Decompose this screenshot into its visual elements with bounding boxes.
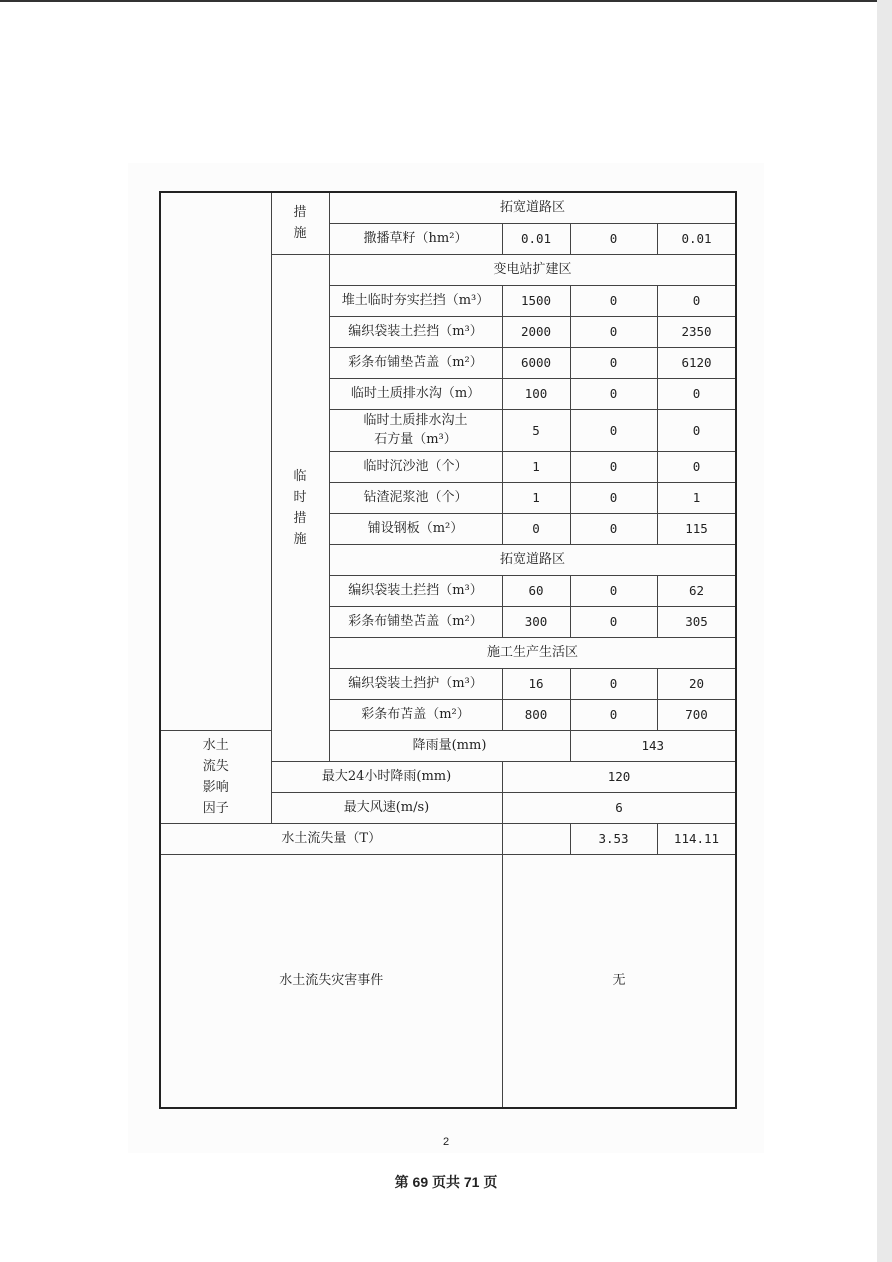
measure-value-1: 5 (502, 409, 570, 451)
measure-name: 彩条布苫盖（m²） (329, 699, 502, 730)
page-edge-shade (877, 0, 892, 1262)
measure-value-3: 6120 (657, 347, 736, 378)
measure-name: 彩条布铺垫苫盖（m²） (329, 606, 502, 637)
section-label-temporary-measures: 临时措施 (271, 254, 329, 761)
measure-value-1: 0 (502, 513, 570, 544)
measure-value-2: 0 (570, 378, 657, 409)
measure-name: 临时土质排水沟（m） (329, 378, 502, 409)
measure-value-2: 0 (570, 316, 657, 347)
factor-value: 6 (502, 792, 736, 823)
factor-name: 最大24小时降雨(mm) (271, 761, 502, 792)
measure-value-2: 0 (570, 699, 657, 730)
scan-page-number: 2 (442, 1136, 450, 1148)
measure-value-1: 60 (502, 575, 570, 606)
measure-value-1: 0.01 (502, 223, 570, 254)
measure-value-1: 100 (502, 378, 570, 409)
table-row (160, 854, 736, 1108)
table-row (160, 192, 736, 223)
measure-name: 撒播草籽（hm²） (329, 223, 502, 254)
disaster-event-label: 水土流失灾害事件 (160, 854, 502, 1108)
zone-header: 变电站扩建区 (329, 254, 736, 285)
measure-value-2: 0 (570, 668, 657, 699)
measure-value-1: 1 (502, 482, 570, 513)
measure-value-3: 0 (657, 409, 736, 451)
measure-value-3: 0 (657, 451, 736, 482)
section-label-measures: 措施 (271, 192, 329, 254)
measure-value-1: 2000 (502, 316, 570, 347)
measure-value-3: 20 (657, 668, 736, 699)
top-border-line (0, 0, 892, 2)
measure-value-3: 0 (657, 378, 736, 409)
measure-name: 堆土临时夯实拦挡（m³） (329, 285, 502, 316)
measure-value-3: 2350 (657, 316, 736, 347)
measure-name: 铺设钢板（m²） (329, 513, 502, 544)
factor-value: 120 (502, 761, 736, 792)
measure-value-2: 0 (570, 409, 657, 451)
table-row (160, 823, 736, 854)
measure-value-2: 0 (570, 513, 657, 544)
measure-value-1: 1500 (502, 285, 570, 316)
measure-name: 编织袋装土拦挡（m³） (329, 575, 502, 606)
measure-name: 临时沉沙池（个） (329, 451, 502, 482)
measure-value-2: 0 (570, 575, 657, 606)
zone-header: 拓宽道路区 (329, 544, 736, 575)
measure-value-3: 0 (657, 285, 736, 316)
measure-value-1: 1 (502, 451, 570, 482)
measure-value-2: 0 (570, 285, 657, 316)
measure-name: 编织袋装土挡护（m³） (329, 668, 502, 699)
disaster-event-value: 无 (502, 854, 736, 1108)
measure-value-2: 0 (570, 451, 657, 482)
soil-conservation-measures-table (159, 191, 737, 1109)
measure-value-2: 0 (570, 223, 657, 254)
factor-name: 最大风速(m/s) (271, 792, 502, 823)
measure-name: 彩条布铺垫苫盖（m²） (329, 347, 502, 378)
measure-value-3: 115 (657, 513, 736, 544)
factor-value: 143 (570, 730, 736, 761)
blank-category-cell (160, 192, 271, 730)
zone-header: 施工生产生活区 (329, 637, 736, 668)
measure-value-3: 62 (657, 575, 736, 606)
soil-loss-value-2: 3.53 (570, 823, 657, 854)
measure-value-2: 0 (570, 482, 657, 513)
soil-loss-value-1 (502, 823, 570, 854)
table-row (160, 730, 736, 761)
measure-value-3: 305 (657, 606, 736, 637)
zone-header: 拓宽道路区 (329, 192, 736, 223)
factor-name: 降雨量(mm) (329, 730, 570, 761)
measure-value-1: 800 (502, 699, 570, 730)
page-counter: 第 69 页共 71 页 (394, 1174, 498, 1190)
measure-value-3: 0.01 (657, 223, 736, 254)
measure-value-2: 0 (570, 347, 657, 378)
soil-loss-label: 水土流失量（T） (160, 823, 502, 854)
measure-name: 临时土质排水沟土石方量（m³） (329, 409, 502, 451)
measure-value-2: 0 (570, 606, 657, 637)
soil-loss-value-3: 114.11 (657, 823, 736, 854)
measure-value-1: 16 (502, 668, 570, 699)
measure-name: 编织袋装土拦挡（m³） (329, 316, 502, 347)
measure-value-3: 700 (657, 699, 736, 730)
measure-value-1: 300 (502, 606, 570, 637)
measure-name: 钻渣泥浆池（个） (329, 482, 502, 513)
measure-value-1: 6000 (502, 347, 570, 378)
measure-value-3: 1 (657, 482, 736, 513)
factors-label: 水土流失影响因子 (160, 730, 271, 823)
